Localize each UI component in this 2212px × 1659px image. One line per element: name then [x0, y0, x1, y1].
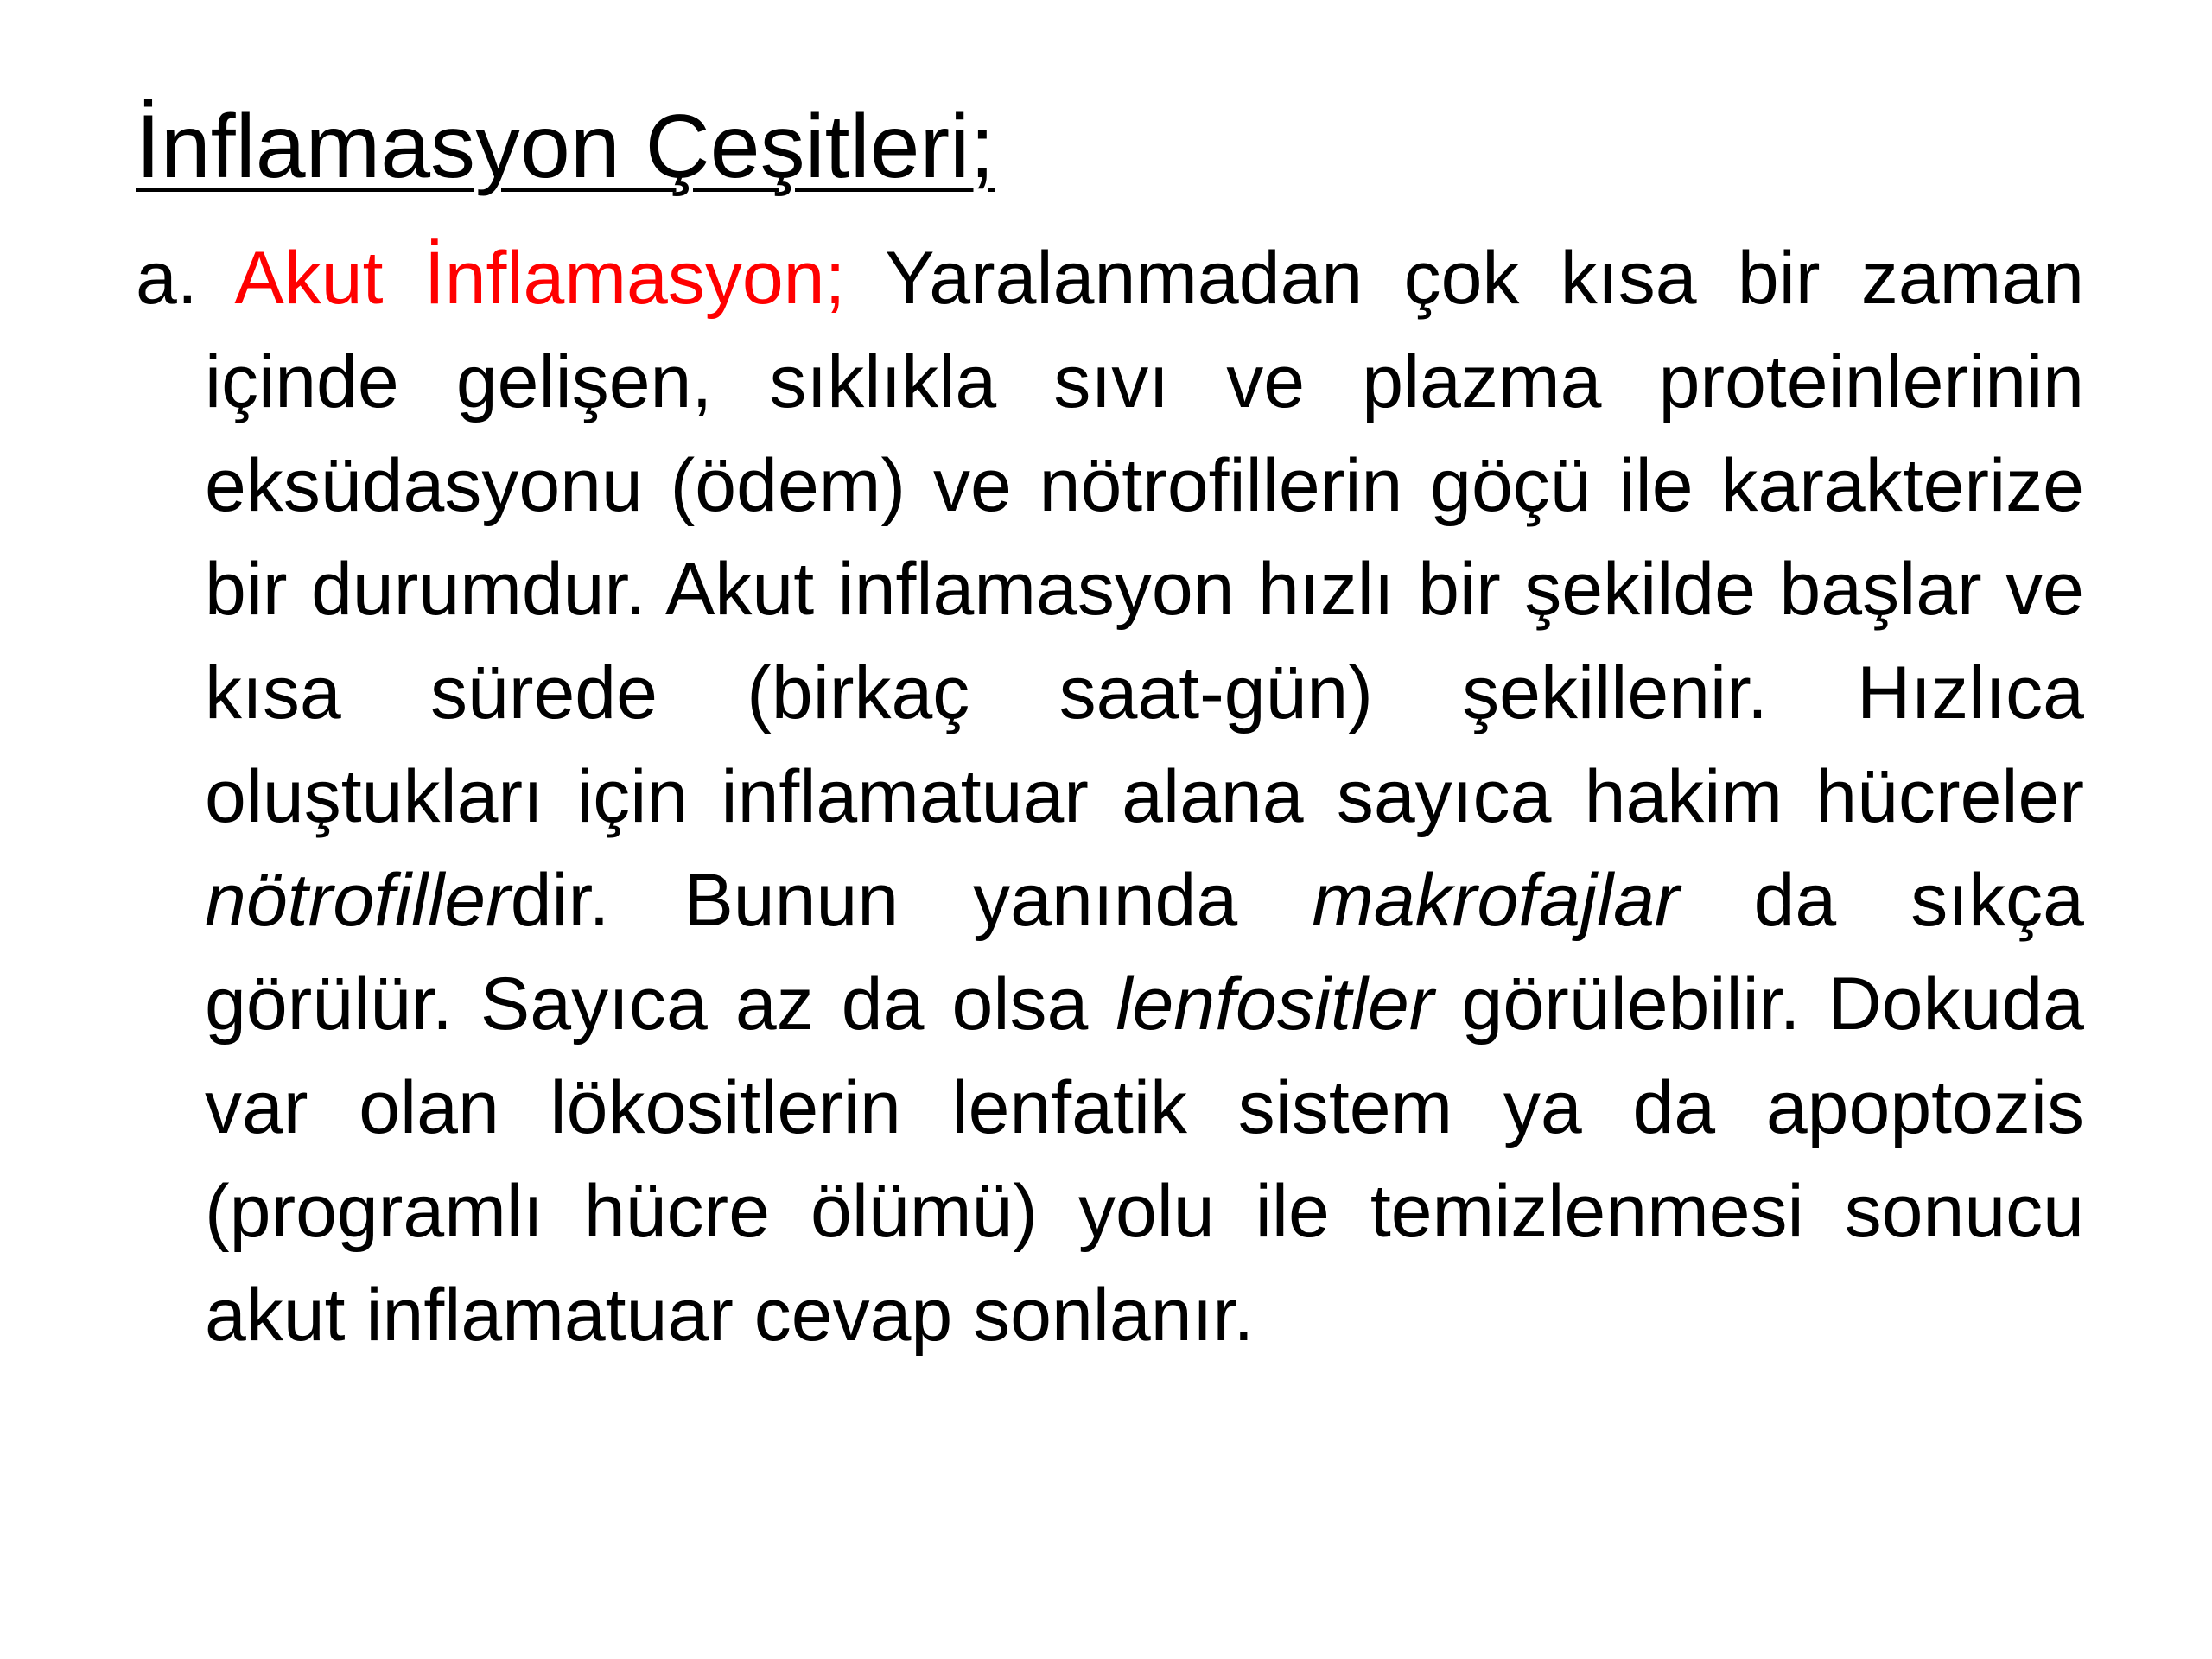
italic-term-lymphocytes: lenfositler — [1116, 963, 1434, 1046]
list-marker: a. — [136, 237, 198, 320]
body-text-1: Yaralanmadan çok kısa bir zaman içinde gelişen, sıklıkla sıvı ve plazma proteinlerinin eksüdasyonu (ödem) ve nötrofillerin göçü ile karakterize bir durumdur. Akut inflamasyon hızlı bir şekilde başlar ve kısa sürede (birkaç saat-gün) şekillenir. Hızlıca oluştukları için inflamatuar alana sayıca hakim hücreler — [205, 237, 2084, 838]
body-text-2: dir. Bunun yanında — [510, 859, 1238, 942]
italic-term-macrophages: makrofajlar — [1312, 859, 1680, 942]
slide-title: İnflamasyon Çeşitleri; — [136, 97, 995, 197]
term-highlight: Akut İnflamasyon; — [234, 237, 846, 320]
italic-term-neutrophils: nötrofiller — [205, 859, 511, 942]
body-text-3: da sıkça görülür. Sayıca az da olsa — [205, 859, 2084, 1046]
body-text-4: görülebilir. Dokuda var olan lökositlerin lenfatik sistem ya da apoptozis (programlı hücre ölümü) yolu ile temizlenmesi sonucu akut inflamatuar cevap sonlanır. — [205, 963, 2084, 1357]
list-item-acute-inflammation — [136, 226, 2084, 1367]
